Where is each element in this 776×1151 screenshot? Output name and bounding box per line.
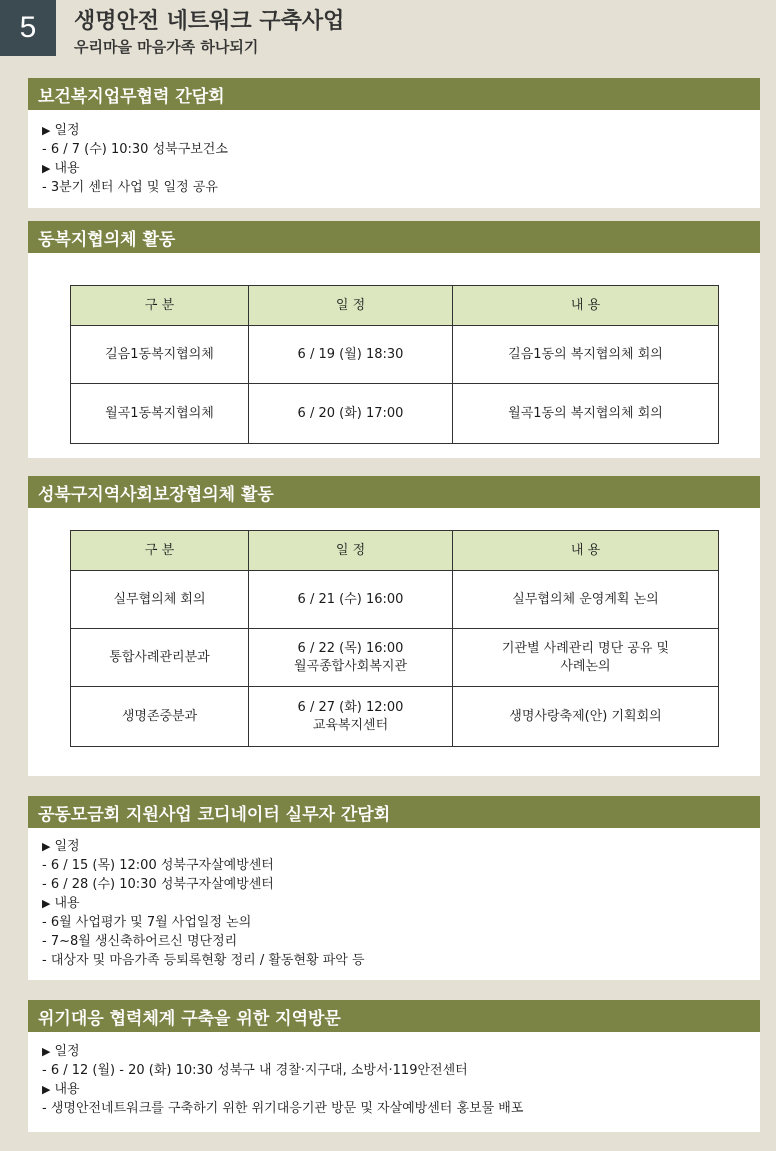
column-header: 구 분 xyxy=(71,531,249,571)
table-row xyxy=(71,687,719,747)
table-cell: 기관별 사례관리 명단 공유 및 사례논의 xyxy=(453,629,719,687)
table-row xyxy=(71,384,719,444)
list-item: - 6 / 12 (월) - 20 (화) 10:30 성북구 내 경찰·지구대, 소방서·119안전센터 xyxy=(42,1063,468,1078)
table-cell: 통합사례관리분과 xyxy=(71,629,249,687)
section3-title: 성북구지역사회보장협의체 활동 xyxy=(28,476,760,508)
table-cell: 6 / 27 (화) 12:00 교육복지센터 xyxy=(249,687,453,747)
table-cell: 6 / 20 (화) 17:00 xyxy=(249,384,453,444)
list-item: - 6 / 28 (수) 10:30 성북구자살예방센터 xyxy=(42,877,274,892)
page-title: 생명안전 네트워크 구축사업 xyxy=(74,9,345,34)
social-security-table xyxy=(70,530,719,747)
table-cell: 생명사랑축제(안) 기획회의 xyxy=(453,687,719,747)
column-header: 내 용 xyxy=(453,286,719,326)
table-cell: 실무협의체 운영계획 논의 xyxy=(453,571,719,629)
table-cell: 6 / 19 (월) 18:30 xyxy=(249,326,453,384)
section2-title: 동복지협의체 활동 xyxy=(28,221,760,253)
table-cell: 월곡1동의 복지협의체 회의 xyxy=(453,384,719,444)
column-header: 일 정 xyxy=(249,531,453,571)
list-item: - 6월 사업평가 및 7월 사업일정 논의 xyxy=(42,915,252,930)
column-header: 내 용 xyxy=(453,531,719,571)
section-number-badge: 5 xyxy=(0,0,56,56)
list-heading: ▶ 내용 xyxy=(42,894,746,913)
list-heading: ▶ 내용 xyxy=(42,1080,746,1099)
dong-welfare-table xyxy=(70,285,719,444)
page-header xyxy=(0,0,776,68)
table-row xyxy=(71,629,719,687)
list-item: - 생명안전네트워크를 구축하기 위한 위기대응기관 방문 및 자살예방센터 홍보물 배포 xyxy=(42,1101,524,1116)
table-row xyxy=(71,571,719,629)
list-heading: ▶ 일정 xyxy=(42,837,746,856)
list-item: - 7~8월 생신축하어르신 명단정리 xyxy=(42,934,238,949)
section5-body xyxy=(28,1032,760,1132)
list-item: - 6 / 15 (목) 12:00 성북구자살예방센터 xyxy=(42,858,274,873)
section1-title: 보건복지업무협력 간담회 xyxy=(28,78,760,110)
table-cell: 생명존중분과 xyxy=(71,687,249,747)
table-cell: 월곡1동복지협의체 xyxy=(71,384,249,444)
section5-title: 위기대응 협력체계 구축을 위한 지역방문 xyxy=(28,1000,760,1032)
column-header: 구 분 xyxy=(71,286,249,326)
table-cell: 실무협의체 회의 xyxy=(71,571,249,629)
table-header-row xyxy=(71,286,719,326)
section1-body xyxy=(28,110,760,208)
table-cell: 6 / 21 (수) 16:00 xyxy=(249,571,453,629)
table-header-row xyxy=(71,531,719,571)
list-item: - 대상자 및 마음가족 등퇴록현황 정리 / 활동현황 파악 등 xyxy=(42,953,365,968)
page-subtitle: 우리마을 마음가족 하나되기 xyxy=(74,38,259,56)
section4-title: 공동모금회 지원사업 코디네이터 실무자 간담회 xyxy=(28,796,760,828)
list-item: - 3분기 센터 사업 및 일정 공유 xyxy=(42,180,218,195)
section4-body xyxy=(28,828,760,980)
list-item: - 6 / 7 (수) 10:30 성북구보건소 xyxy=(42,142,228,157)
list-heading: ▶ 일정 xyxy=(42,1042,746,1061)
list-heading: ▶ 일정 xyxy=(42,121,746,140)
table-cell: 6 / 22 (목) 16:00 월곡종합사회복지관 xyxy=(249,629,453,687)
table-cell: 길음1동복지협의체 xyxy=(71,326,249,384)
table-cell: 길음1동의 복지협의체 회의 xyxy=(453,326,719,384)
column-header: 일 정 xyxy=(249,286,453,326)
list-heading: ▶ 내용 xyxy=(42,159,746,178)
table-row xyxy=(71,326,719,384)
